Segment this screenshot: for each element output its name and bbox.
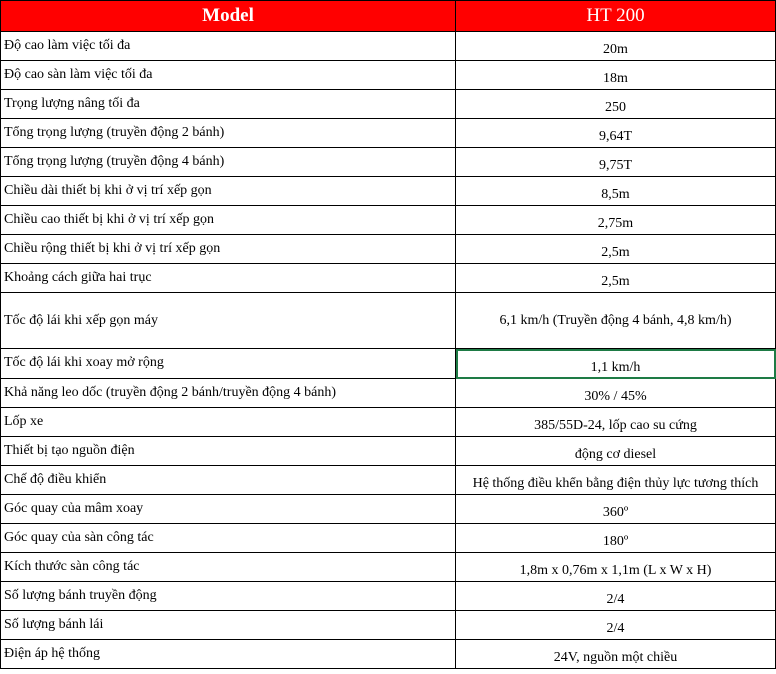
row-value: 2,5m	[456, 264, 776, 293]
row-value: 20m	[456, 32, 776, 61]
table-row	[1, 495, 776, 524]
row-value: 2,75m	[456, 206, 776, 235]
table-row	[1, 90, 776, 119]
row-label: Độ cao làm việc tối đa	[1, 32, 456, 61]
row-value: 9,64T	[456, 119, 776, 148]
row-value: 360º	[456, 495, 776, 524]
table-row	[1, 466, 776, 495]
table-row	[1, 640, 776, 669]
header-model-name: HT 200	[456, 1, 776, 32]
row-value: 8,5m	[456, 177, 776, 206]
row-value: Hệ thống điều khển bằng điện thủy lực tương thích	[456, 466, 776, 495]
row-label: Chiều dài thiết bị khi ở vị trí xếp gọn	[1, 177, 456, 206]
table-row	[1, 177, 776, 206]
row-label: Chiều cao thiết bị khi ở vị trí xếp gọn	[1, 206, 456, 235]
row-label: Kích thước sàn công tác	[1, 553, 456, 582]
header-model-label: Model	[1, 1, 456, 32]
row-value: 30% / 45%	[456, 379, 776, 408]
selected-cell[interactable]: 1,1 km/h	[456, 349, 776, 379]
row-label: Lốp xe	[1, 408, 456, 437]
row-label: Độ cao sàn làm việc tối đa	[1, 61, 456, 90]
table-row	[1, 119, 776, 148]
row-value: 18m	[456, 61, 776, 90]
table-row	[1, 32, 776, 61]
row-label: Trọng lượng nâng tối đa	[1, 90, 456, 119]
row-label: Số lượng bánh truyền động	[1, 582, 456, 611]
row-value: 24V, nguồn một chiều	[456, 640, 776, 669]
row-label: Khoảng cách giữa hai trục	[1, 264, 456, 293]
row-label: Thiết bị tạo nguồn điện	[1, 437, 456, 466]
table-row	[1, 611, 776, 640]
table-row	[1, 235, 776, 264]
table-row	[1, 582, 776, 611]
row-label: Số lượng bánh lái	[1, 611, 456, 640]
table-row	[1, 206, 776, 235]
row-value: 180º	[456, 524, 776, 553]
row-value: 385/55D-24, lốp cao su cứng	[456, 408, 776, 437]
row-label: Tổng trọng lượng (truyền động 4 bánh)	[1, 148, 456, 177]
row-label: Khả năng leo dốc (truyền động 2 bánh/truyền động 4 bánh)	[1, 379, 456, 408]
row-label: Chế độ điều khiển	[1, 466, 456, 495]
row-label: Góc quay của mâm xoay	[1, 495, 456, 524]
row-value: 2/4	[456, 582, 776, 611]
table-row	[1, 437, 776, 466]
table-row	[1, 61, 776, 90]
row-label: Tốc độ lái khi xếp gọn máy	[1, 293, 456, 349]
table-row	[1, 524, 776, 553]
table-row	[1, 553, 776, 582]
row-label: Góc quay của sàn công tác	[1, 524, 456, 553]
table-row	[1, 293, 776, 349]
row-value: 6,1 km/h (Truyền động 4 bánh, 4,8 km/h)	[456, 293, 776, 349]
row-label: Chiều rộng thiết bị khi ở vị trí xếp gọn	[1, 235, 456, 264]
row-label: Tổng trọng lượng (truyền động 2 bánh)	[1, 119, 456, 148]
row-label: Điện áp hệ thống	[1, 640, 456, 669]
table-row	[1, 148, 776, 177]
row-value: 9,75T	[456, 148, 776, 177]
table-row	[1, 349, 776, 379]
row-value: 2,5m	[456, 235, 776, 264]
row-value: 2/4	[456, 611, 776, 640]
table-row	[1, 264, 776, 293]
table-row	[1, 408, 776, 437]
table-row	[1, 379, 776, 408]
row-value: 1,8m x 0,76m x 1,1m (L x W x H)	[456, 553, 776, 582]
row-value: 250	[456, 90, 776, 119]
header-row	[1, 1, 776, 32]
row-label: Tốc độ lái khi xoay mở rộng	[1, 349, 456, 379]
row-value: động cơ diesel	[456, 437, 776, 466]
